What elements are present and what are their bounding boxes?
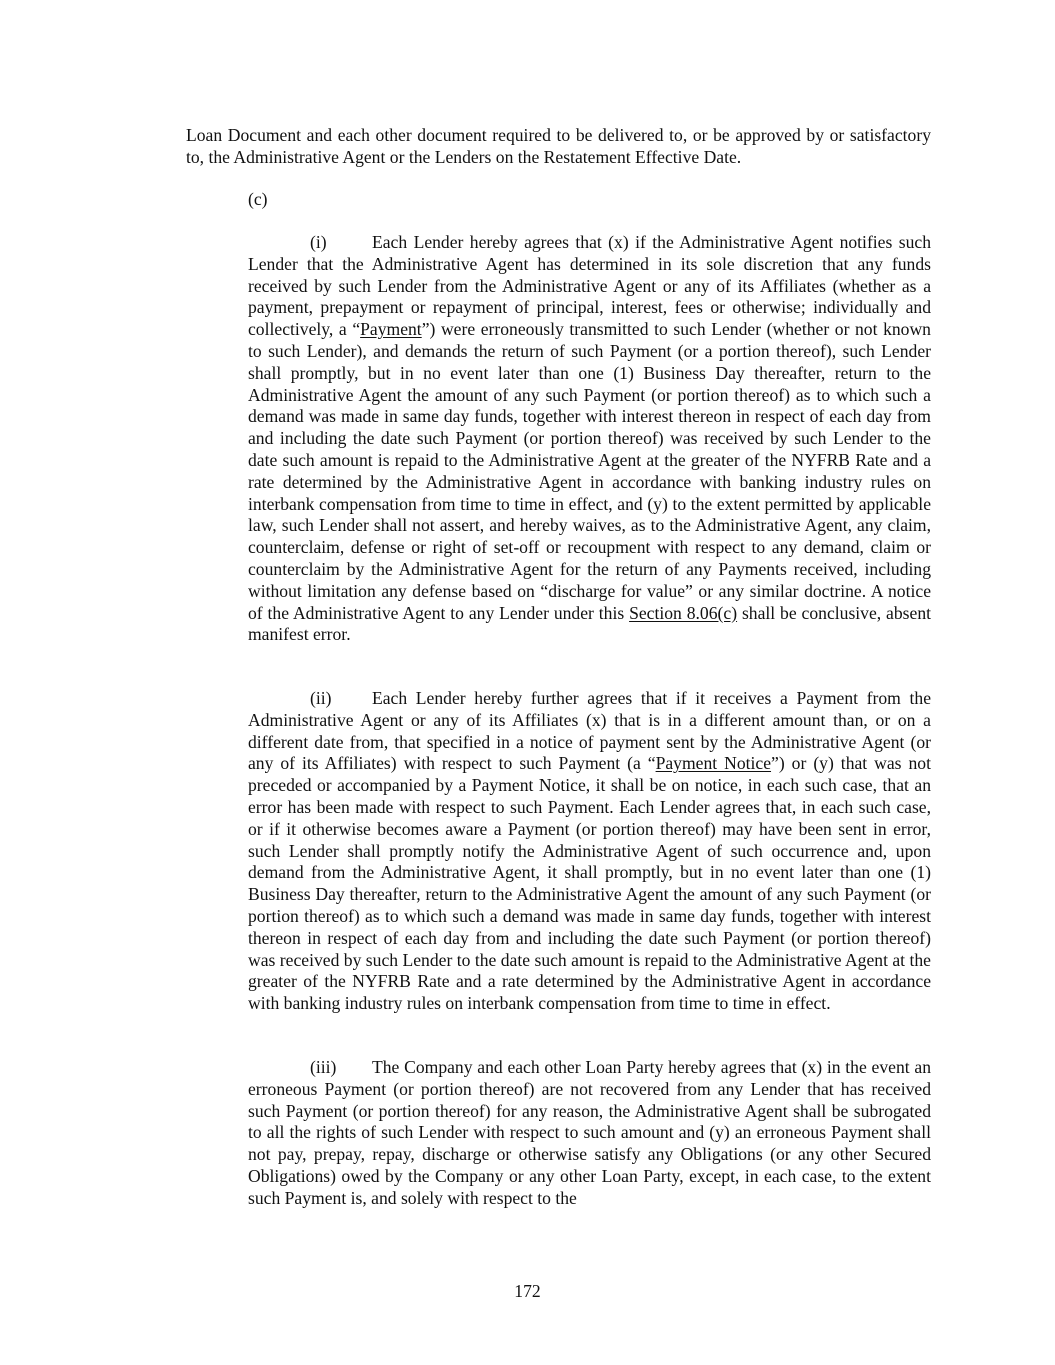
- paragraph-iii-label: (iii): [310, 1057, 337, 1077]
- defined-term-payment: Payment: [360, 319, 422, 340]
- intro-paragraph: Loan Document and each other document required to be delivered to, or be approved by or satisfactory to, the Administrative Agent or the Lenders on the Restatement Effective Date.: [186, 125, 931, 167]
- paragraph-i: [248, 232, 931, 646]
- section-marker-c: (c): [248, 189, 268, 209]
- paragraph-i-text-1: Each Lender hereby agrees that (x) if the Administrative Agent notifies such Lender that the Administrative Agent has determined in its sole discretion that any funds received by such Lender from the Administrative Agent or any of its Affiliates (whether as a payment, prepayment or repayment of principal, interest, fees or otherwise; individually and collectively, a “: [248, 232, 931, 340]
- defined-term-payment-notice: Payment Notice: [655, 753, 772, 774]
- paragraph-i-text-2: ”) were erroneously transmitted to such Lender (whether or not known to such Lender), and demands the return of such Payment (or a portion thereof), such Lender shall promptly, but in no event later than one (1) Business Day thereafter, return to the Administrative Agent the amount of any such Payment (or portion thereof) as to which such a demand was made in same day funds, together with interest thereon in respect of each day from and including the date such Payment (or portion thereof) was received by such Lender to the date such amount is repaid to the Administrative Agent at the greater of the NYFRB Rate and a rate determined by the Administrative Agent in accordance with banking industry rules on interbank compensation from time to time in effect, and (y) to the extent permitted by applicable law, such Lender shall not assert, and hereby waives, as to the Administrative Agent, any claim, counterclaim, defense or right of set-off or recoupment with respect to any demand, claim or counterclaim by the Administrative Agent for the return of any Payments received, including without limitation any defense based on “discharge for value” or any similar doctrine. A notice of the Administrative Agent to any Lender under this: [248, 319, 931, 623]
- page-number: 172: [514, 1281, 541, 1301]
- paragraph-ii-text-2: ”) or (y) that was not preceded or accompanied by a Payment Notice, it shall be on notice, in each such case, that an error has been made with respect to such Payment. Each Lender agrees that, in each such case, or if it otherwise becomes aware a Payment (or portion thereof) may have been sent in error, such Lender shall promptly notify the Administrative Agent of such occurrence and, upon demand from the Administrative Agent, it shall promptly, but in no event later than one (1) Business Day thereafter, return to the Administrative Agent the amount of any such Payment (or portion thereof) as to which such a demand was made in same day funds, together with interest thereon in respect of each day from and including the date such Payment (or portion thereof) was received by such Lender to the date such amount is repaid to the Administrative Agent at the greater of the NYFRB Rate and a rate determined by the Administrative Agent in accordance with banking industry rules on interbank compensation from time to time in effect.: [248, 753, 931, 1014]
- paragraph-iii-text-1: The Company and each other Loan Party hereby agrees that (x) in the event an erroneous Payment (or portion thereof) are not recovered from any Lender that has received such Payment (or portion thereof) for any reason, the Administrative Agent shall be subrogated to all the rights of such Lender with respect to such amount and (y) an erroneous Payment shall not pay, prepay, repay, discharge or otherwise satisfy any Obligations (or any other Secured Obligations) owed by the Company or any other Loan Party, except, in each case, to the extent such Payment is, and solely with respect to the: [248, 1057, 931, 1208]
- paragraph-ii: [248, 688, 931, 1015]
- paragraph-i-label: (i): [310, 232, 327, 252]
- section-reference: Section 8.06(c): [629, 602, 738, 623]
- paragraph-ii-text-1: Each Lender hereby further agrees that if it receives a Payment from the Administrative Agent or any of its Affiliates (x) that is in a different amount than, or on a different date from, that specified in a notice of payment sent by the Administrative Agent (or any of its Affiliates) with respect to such Payment (a “: [248, 688, 931, 774]
- paragraph-ii-label: (ii): [310, 688, 332, 708]
- paragraph-iii: [248, 1057, 931, 1210]
- paragraph-i-text-3: shall be conclusive, absent manifest error.: [248, 602, 932, 645]
